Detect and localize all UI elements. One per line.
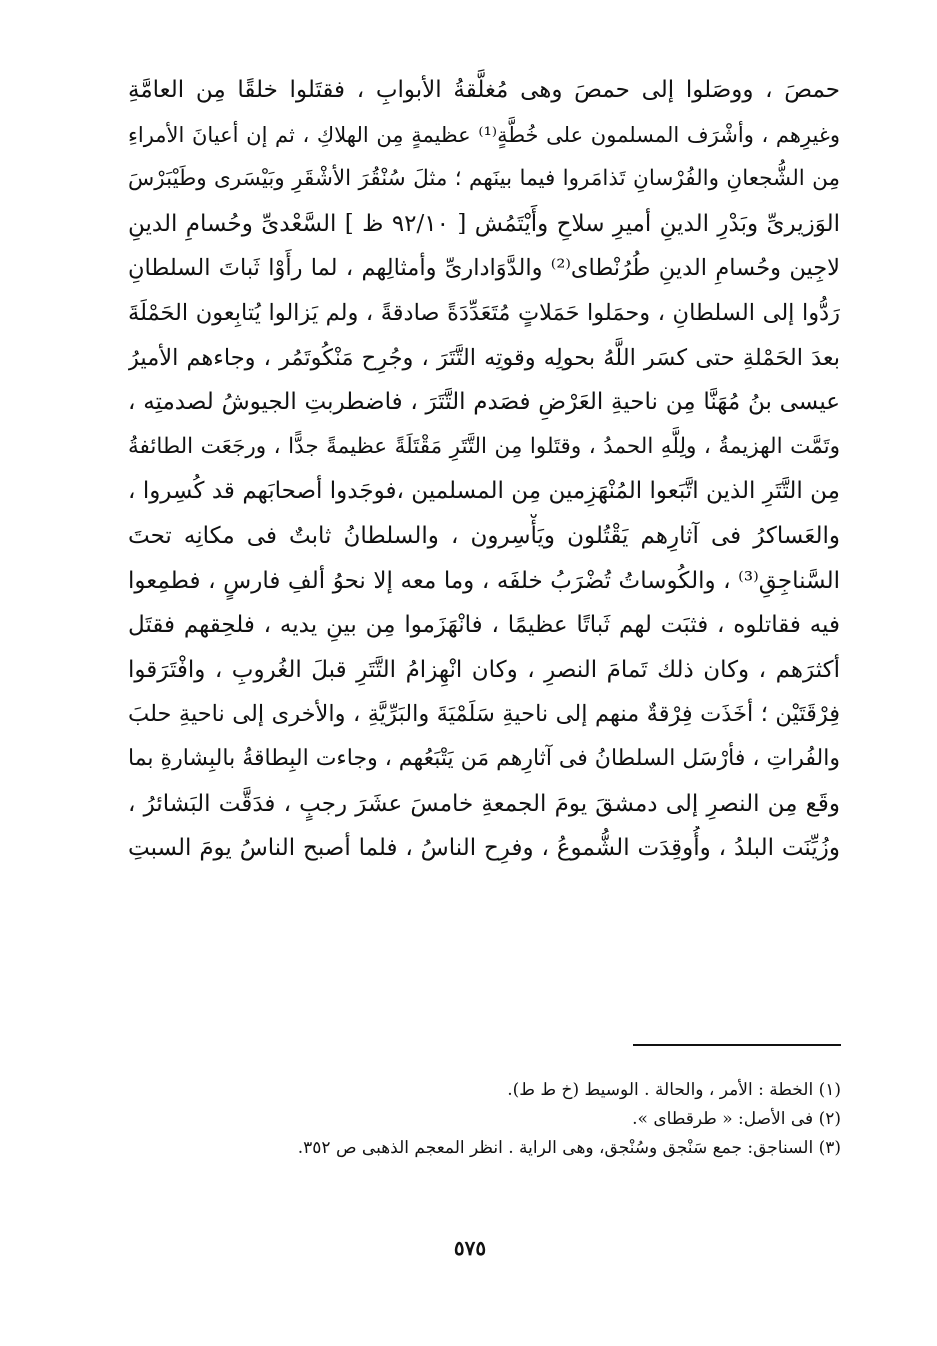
text-line: رَدُّوا إلى السلطانِ ، وحمَلوا حَمَلاتٍ مُتَعَدِّدَةً صادقةً ، ولم يَزالوا يُتابِعون الحَمْلَةَ: [128, 299, 840, 326]
footnote-2: (٢) فى الأصل: « طرقطاى ».: [632, 1109, 841, 1129]
page-number: ٥٧٥: [453, 1236, 487, 1260]
text-line: السَّناجِقِ⁽³⁾ ، والكُوساتُ تُضْرَبُ خلفَه ، وما معه إلا نحوُ ألفِ فارسٍ ، فطمِعوا: [128, 567, 840, 594]
text-line: عيسى بنُ مُهَنَّا مِن ناحيةِ العَرْضِ فصَدم التَّتَرَ ، فاضطربتِ الجيوشُ لصدمتِه ،: [128, 389, 840, 416]
text-line: أكثرَهم ، وكان ذلك تَمامَ النصرِ ، وكان انْهِزامُ التَّتَرِ قبلَ الغُروبِ ، وافْتَرَقوا: [128, 656, 840, 683]
text-line: والعَساكرُ فى آثارِهم يَقْتُلون ويَأْسِرون ، والسلطانُ ثابتٌ فى مكانِه تحتَ: [128, 522, 840, 549]
text-line: مِن الشُّجعانِ والفُرْسانِ تَذامَروا فيما بينَهم ؛ مثلَ سُنْقُرَ الأشْقَرِ وبَيْسَرى وطَيْبَرْسَ: [128, 166, 840, 192]
footnotes: [200, 1076, 841, 1163]
text-line: الوَزيرىِّ وبَدْرِ الدينِ أميرِ سلاحِ وأَيْتَمُش [ ٩٢/١٠ ظ ] السَّعْدىِّ وحُسامِ الدينِ: [128, 210, 840, 237]
text-line: لاجِين وحُسامِ الدينِ طُرُنْطاى⁽²⁾ والدَّوَادارىِّ وأمثالِهم ، لما رأَوْا ثَباتَ السلطانِ: [128, 255, 840, 282]
text-line: والفُراتِ ، فأرْسَل السلطانُ فى آثارِهم مَن يَتْبَعُهم ، وجاءت البِطاقةُ بالبِشارةِ بما: [128, 745, 840, 771]
text-line: مِن التَّتَرِ الذين اتَّبَعوا المُنْهَزِمين مِن المسلمين ،فوجَدوا أصحابَهم قد كُسِروا ،: [128, 478, 840, 505]
footnote-separator: [633, 1044, 841, 1046]
text-line: فِرْقَتَيْن ؛ أخَذَت فِرْقةٌ منهم إلى ناحيةِ سَلَمْيَةَ والبَرِّيَّةِ ، والأخرى إلى ناحيةِ حلبَ: [128, 701, 840, 728]
text-line: وقَع مِن النصرِ إلى دمشقَ يومَ الجمعةِ خامسَ عشَرَ رجبٍ ، فدَقَّت البَشائرُ ،: [128, 790, 840, 817]
text-line: بعدَ الحَمْلةِ حتى كسَر اللَّهُ بحولِه وقوتِه التَّتَرَ ، وجُرِح مَنْكُوتَمُر ، وجاءهم الأميرُ: [128, 344, 840, 371]
text-line: وزُيِّنَت البلدُ ، وأُوقِدَت الشُّموعُ ، وفرِح الناسُ ، فلما أصبح الناسُ يومَ السبتِ: [128, 835, 840, 862]
footnote-3: (٣) السناجق: جمع سَنْجق وسُنْجق، وهى الراية . انظر المعجم الذهبى ص ٣٥٢.: [297, 1138, 841, 1158]
text-line: فيه فقاتلوه ، فثبَت لهم ثَباتًا عظيمًا ، فانْهَزَموا مِن بينِ يديه ، فلحِقهم فقتَل: [128, 612, 840, 639]
footnote-1: (١) الخطة : الأمر ، والحالة . الوسيط (خ ط ط).: [507, 1080, 841, 1100]
text-line: وتَمَّت الهزيمةُ ، ولِلَّهِ الحمدُ ، وقتَلوا مِن التَّتَرِ مَقْتَلَةً عظيمةً جدًّا ، ورجَعَت الطائفةُ: [128, 433, 840, 459]
text-line: وغيرِهم ، وأشْرَف المسلمون على خُطَّةٍ⁽¹⁾ عظيمةٍ مِن الهلاكِ ، ثم إن أعيانَ الأمراءِ: [128, 122, 840, 147]
main-text: [128, 68, 840, 871]
text-line: حمصَ ، ووصَلوا إلى حمصَ وهى مُغلَّقةُ الأبوابِ ، فقتَلوا خلقًا مِن العامَّةِ: [128, 77, 840, 103]
